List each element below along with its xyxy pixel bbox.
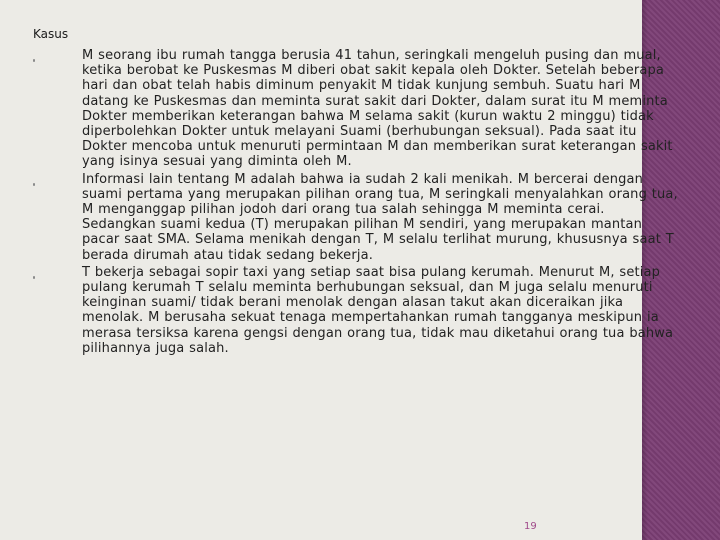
list-item: [30, 265, 680, 356]
bullet-icon: [33, 59, 35, 62]
bullet-icon: [33, 183, 35, 186]
list-item: [30, 172, 680, 263]
paragraph-text: T bekerja sebagai sopir taxi yang setiap saat bisa pulang kerumah. Menurut M, setiap pulang kerumah T selalu meminta berhubungan seksual, dan M juga selalu menuruti keinginan suami/ tidak berani menolak dengan alasan takut akan diceraikan jika menolak. M berusaha sekuat tenaga mempertahankan rumah tangganya meskipun ia merasa tersiksa karena gengsi dengan orang tua, tidak mau diketahui orang tua bahwa pilihannya juga salah.: [82, 264, 674, 356]
bullet-icon: [33, 276, 35, 279]
paragraph-text: M seorang ibu rumah tangga berusia 41 tahun, seringkali mengeluh pusing dan mual, ketika berobat ke Puskesmas M diberi obat sakit kepala oleh Dokter. Setelah beberapa hari dan obat telah habis diminum penyakit M tidak kunjung sembuh. Suatu hari M datang ke Puskesmas dan meminta surat sakit dari Dokter, dalam surat itu M meminta Dokter memberikan keterangan bahwa M selama sakit (kurun waktu 2 minggu) tidak diperbolehkan Dokter untuk melayani Suami (berhubungan seksual). Pada saat itu Dokter mencoba untuk menuruti permintaan M dan memberikan surat keterangan sakit yang isinya sesuai yang diminta oleh M.: [82, 48, 673, 170]
slide-title: Kasus: [33, 27, 69, 41]
bullet-list: [30, 48, 680, 358]
paragraph-text: Informasi lain tentang M adalah bahwa ia sudah 2 kali menikah. M bercerai dengan suami pertama yang merupakan pilihan orang tua, M seringkali menyalahkan orang tua, M menganggap pilihan jodoh dari orang tua salah sehingga M meminta cerai. Sedangkan suami kedua (T) merupakan pilihan M sendiri, yang merupakan mantan pacar saat SMA. Selama menikah dengan T, M selalu terlihat murung, khususnya saat T berada dirumah atau tidak sedang bekerja.: [82, 171, 678, 263]
list-item: [30, 48, 680, 170]
page-number: 19: [524, 521, 537, 532]
